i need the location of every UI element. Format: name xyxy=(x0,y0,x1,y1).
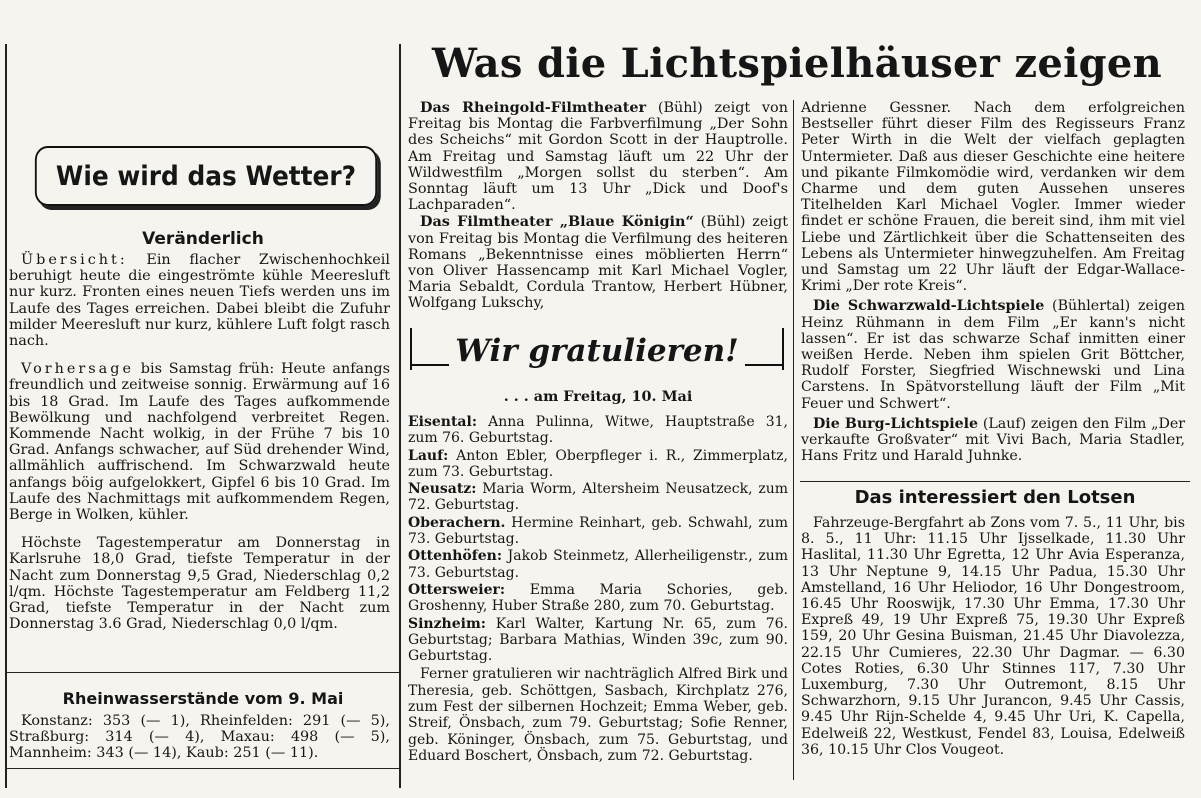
cinema-title: Was die Lichtspielhäuser zeigen xyxy=(431,40,1163,87)
koenigin-name: Das Filmtheater „Blaue Königin“ xyxy=(420,213,694,231)
cinema-column-1 xyxy=(408,100,788,312)
birthday-list xyxy=(408,414,788,764)
birthday-place: Eisental: xyxy=(408,414,477,430)
burg-name: Die Burg-Lichtspiele xyxy=(813,415,979,432)
weather-bottom-rule xyxy=(5,768,399,769)
weather-text-column xyxy=(9,252,390,632)
cinema-koenigin xyxy=(408,214,788,311)
birthday-entry xyxy=(408,448,788,481)
birthday-banner-text: Wir gratulieren! xyxy=(449,332,745,370)
cinema-schwarzwald xyxy=(801,298,1185,411)
weather-forecast xyxy=(9,361,390,523)
cinema-rheingold xyxy=(408,100,788,213)
koenigin-continued: Adrienne Gessner. Nach dem erfolgreichen Bestseller führt dieser Film des Regisseurs Franz Peter Wirth in die Welt der vielfach geplagten Untermieter. Daß aus dieser Geschichte eine heitere und pikante Filmkomödie wird, verdanken wir dem Charme und dem guten Aussehen unseres Titelhelden Karl Michael Vogler. Immer wieder findet er schöne Frauen, die bereit sind, ihm mit viel Liebe und Zärtlichkeit über die Schattenseiten des Lebens als Untermieter hinwegzuhelfen. Am Freitag und Samstag um 22 Uhr läuft der Edgar-Wallace-Krimi „Der rote Kreis“. xyxy=(801,100,1185,295)
birthday-entry xyxy=(408,616,788,665)
cinema-divider-rule xyxy=(800,481,1190,482)
weather-title-box xyxy=(35,146,377,206)
overview-text: Ein flacher Zwischenhochkeil beruhigt heute die eingeströmte kühle Meeresluft nur kurz. Fronten eines neuen Tiefs werden uns im Laufe des Tages erreichen. Dabei bleibt die Zufuhr milder Meeresluft nur kurz, kühlere Luft folgt rasch nach. xyxy=(9,252,390,350)
weather-temps: Höchste Tagestemperatur am Donnerstag in Karlsruhe 18,0 Grad, tiefste Temperatur in der Nacht zum Donnerstag 9,5 Grad, Niederschlag 0,2 l/qm. Höchste Tagestemperatur am Feldberg 11,2 Grad, tiefste Temperatur in der Nacht zum Donnerstag 3.6 Grad, Niederschlag 0,0 l/qm. xyxy=(9,535,390,633)
cinema-column-2 xyxy=(801,100,1185,464)
forecast-label: Vorhersage xyxy=(21,361,134,378)
weather-heading: Veränderlich xyxy=(142,229,264,249)
birthday-text: Maria Worm, Altersheim Neusatzeck, zum 72. Geburtstag. xyxy=(408,481,789,514)
burg-text: (Lauf) zeigen den Film „Der verkaufte Großvater“ mit Vivi Bach, Maria Stadler, Hans Fritz und Harald Juhnke. xyxy=(801,415,1185,465)
birthday-entry xyxy=(408,548,788,581)
birthday-date-line: . . . am Freitag, 10. Mai xyxy=(503,388,693,405)
rhine-levels xyxy=(9,713,390,762)
birthday-entry xyxy=(408,515,788,548)
column-rule-2 xyxy=(793,100,794,780)
birthday-entry xyxy=(408,481,788,514)
temps-divider-rule xyxy=(5,672,399,673)
rhine-levels-text: Konstanz: 353 (— 1), Rheinfelden: 291 (— 5), Straßburg: 314 (— 4), Maxau: 498 (— 5), Mannheim: 343 (— 14), Kaub: 251 (— 11). xyxy=(9,713,390,762)
weather-overview xyxy=(9,252,390,349)
birthday-text: Karl Walter, Kartung Nr. 65, zum 76. Geburtstag; Barbara Mathias, Winden 39c, zum 90. Geburtstag. xyxy=(408,615,788,665)
schwarzwald-text: (Bühlertal) zeigen Heinz Rühmann in dem Film „Er kann's nicht lassen“. Er ist das schwarze Schaf inmitten einer weißen Herde. Neben ihm spielen Grit Böttcher, Rudolf Forster, Siegfried Wischnewski und Lina Carstens. In Spätvorstellung läuft der Film „Mit Feuer und Schwert“. xyxy=(801,298,1185,412)
pilots-column xyxy=(801,515,1185,758)
birthday-text: Emma Maria Schories, geb. Groshenny, Huber Straße 280, zum 70. Geburtstag. xyxy=(408,581,789,615)
left-edge-rule xyxy=(5,44,7,788)
overview-label: Übersicht: xyxy=(21,252,128,268)
rheingold-text: (Bühl) zeigt von Freitag bis Montag die Farbverfilmung „Der Sohn des Scheichs“ mit Gordon Scott in der Hauptrolle. Am Freitag und Samstag läuft um 22 Uhr der Wildwestfilm „Morgen sollst du sterben“. Am Sonntag läuft um 13 Uhr „Dick und Doof's Lachparaden“. xyxy=(408,100,788,214)
birthday-place: Sinzheim: xyxy=(408,615,486,632)
forecast-text: bis Samstag früh: Heute anfangs freundlich und zeitweise sonnig. Erwärmung auf 16 bis 18 Grad. Im Laufe des Tages aufkommende Bewölkung und nachfolgend verbreitet Regen. Kommende Nacht wolkig, in der Frühe 7 bis 10 Grad. Anfangs schwacher, auf Süd drehender Wind, allmählich auffrischend. Im Schwarzwald heute anfangs böig aufgelokkert, Gipfel 6 bis 10 Grad. Im Laufe des Nachmittags mit aufkommendem Regen, Berge in Wolken, kühler. xyxy=(9,361,391,524)
birthday-place: Ottenhöfen: xyxy=(408,548,503,565)
birthday-late-congrats: Ferner gratulieren wir nachträglich Alfred Birk und Theresia, geb. Schöttgen, Sasbach, Kirchplatz 276, zum Fest der silbernen Hochzeit; Emma Weber, geb. Streif, Önsbach, zum 79. Geburtstag; Sofie Renner, geb. Köninger, Önsbach, zum 75. Geburtstag, und Eduard Boschert, Önsbach, zum 72. Geburtstag. xyxy=(408,666,788,764)
birthday-place: Neusatz: xyxy=(408,481,477,498)
birthday-place: Lauf: xyxy=(408,447,449,464)
birthday-text: Jakob Steinmetz, Allerheiligenstr., zum 73. Geburtstag. xyxy=(408,548,788,581)
birthday-place: Oberachern. xyxy=(408,514,506,531)
koenigin-text: (Bühl) zeigt von Freitag bis Montag die Verfilmung des heiteren Romans „Bekenntnisse eines möblierten Herrn“ von Oliver Hassencamp mit Karl Michael Vogler, Maria Sebaldt, Cordula Trantow, Herbert Hübner, Wolfgang Lukschy, xyxy=(408,214,788,312)
birthday-entry xyxy=(408,582,788,615)
birthday-banner xyxy=(410,328,784,370)
cinema-burg xyxy=(801,416,1185,465)
pilots-text: Fahrzeuge-Bergfahrt ab Zons vom 7. 5., 11 Uhr, bis 8. 5., 11 Uhr: 11.15 Uhr Ijsselkade, 11.30 Uhr Haslital, 11.30 Uhr Egretta, 12 Uhr Avia Esperanza, 13 Uhr Neptune 9, 14.15 Uhr Padua, 15.30 Uhr Amstelland, 16 Uhr Heliodor, 16 Uhr Dongestroom, 16.45 Uhr Rooswijk, 17.30 Uhr Emma, 17.30 Uhr Expreß 49, 19 Uhr Expreß 75, 19.30 Uhr Expreß 159, 20 Uhr Gesina Buisman, 21.45 Uhr Diavolezza, 22.15 Uhr Cumieres, 22.30 Uhr Dagmar. — 6.30 Cotes Roties, 6.30 Uhr Stinnes 117, 7.30 Uhr Luxemburg, 7.30 Uhr Outremont, 8.15 Uhr Schwarzhorn, 9.15 Uhr Jurancon, 9.45 Uhr Cassis, 9.45 Uhr Rijn-Schelde 4, 9.45 Uhr Uri, K. Capella, Edelweiß 22, Westkust, Fendel 83, Louisa, Edelweiß 36, 10.15 Uhr Clos Vougeot. xyxy=(801,515,1185,758)
birthday-place: Ottersweier: xyxy=(408,581,506,598)
birthday-text: Anton Ebler, Oberpfleger i. R., Zimmerplatz, zum 73. Geburtstag. xyxy=(408,447,788,480)
rheingold-name: Das Rheingold-Filmtheater xyxy=(420,99,647,116)
pilots-heading: Das interessiert den Lotsen xyxy=(854,487,1136,508)
birthday-text: Anna Pulinna, Witwe, Hauptstraße 31, zum 76. Geburtstag. xyxy=(408,414,789,447)
schwarzwald-name: Die Schwarzwald-Lichtspiele xyxy=(813,298,1045,315)
weather-title: Wie wird das Wetter? xyxy=(55,160,357,192)
birthday-entry xyxy=(408,414,788,447)
column-rule-1 xyxy=(399,44,401,788)
birthday-text: Hermine Reinhart, geb. Schwahl, zum 73. Geburtstag. xyxy=(408,514,789,548)
rhine-heading: Rheinwasserstände vom 9. Mai xyxy=(62,689,344,708)
